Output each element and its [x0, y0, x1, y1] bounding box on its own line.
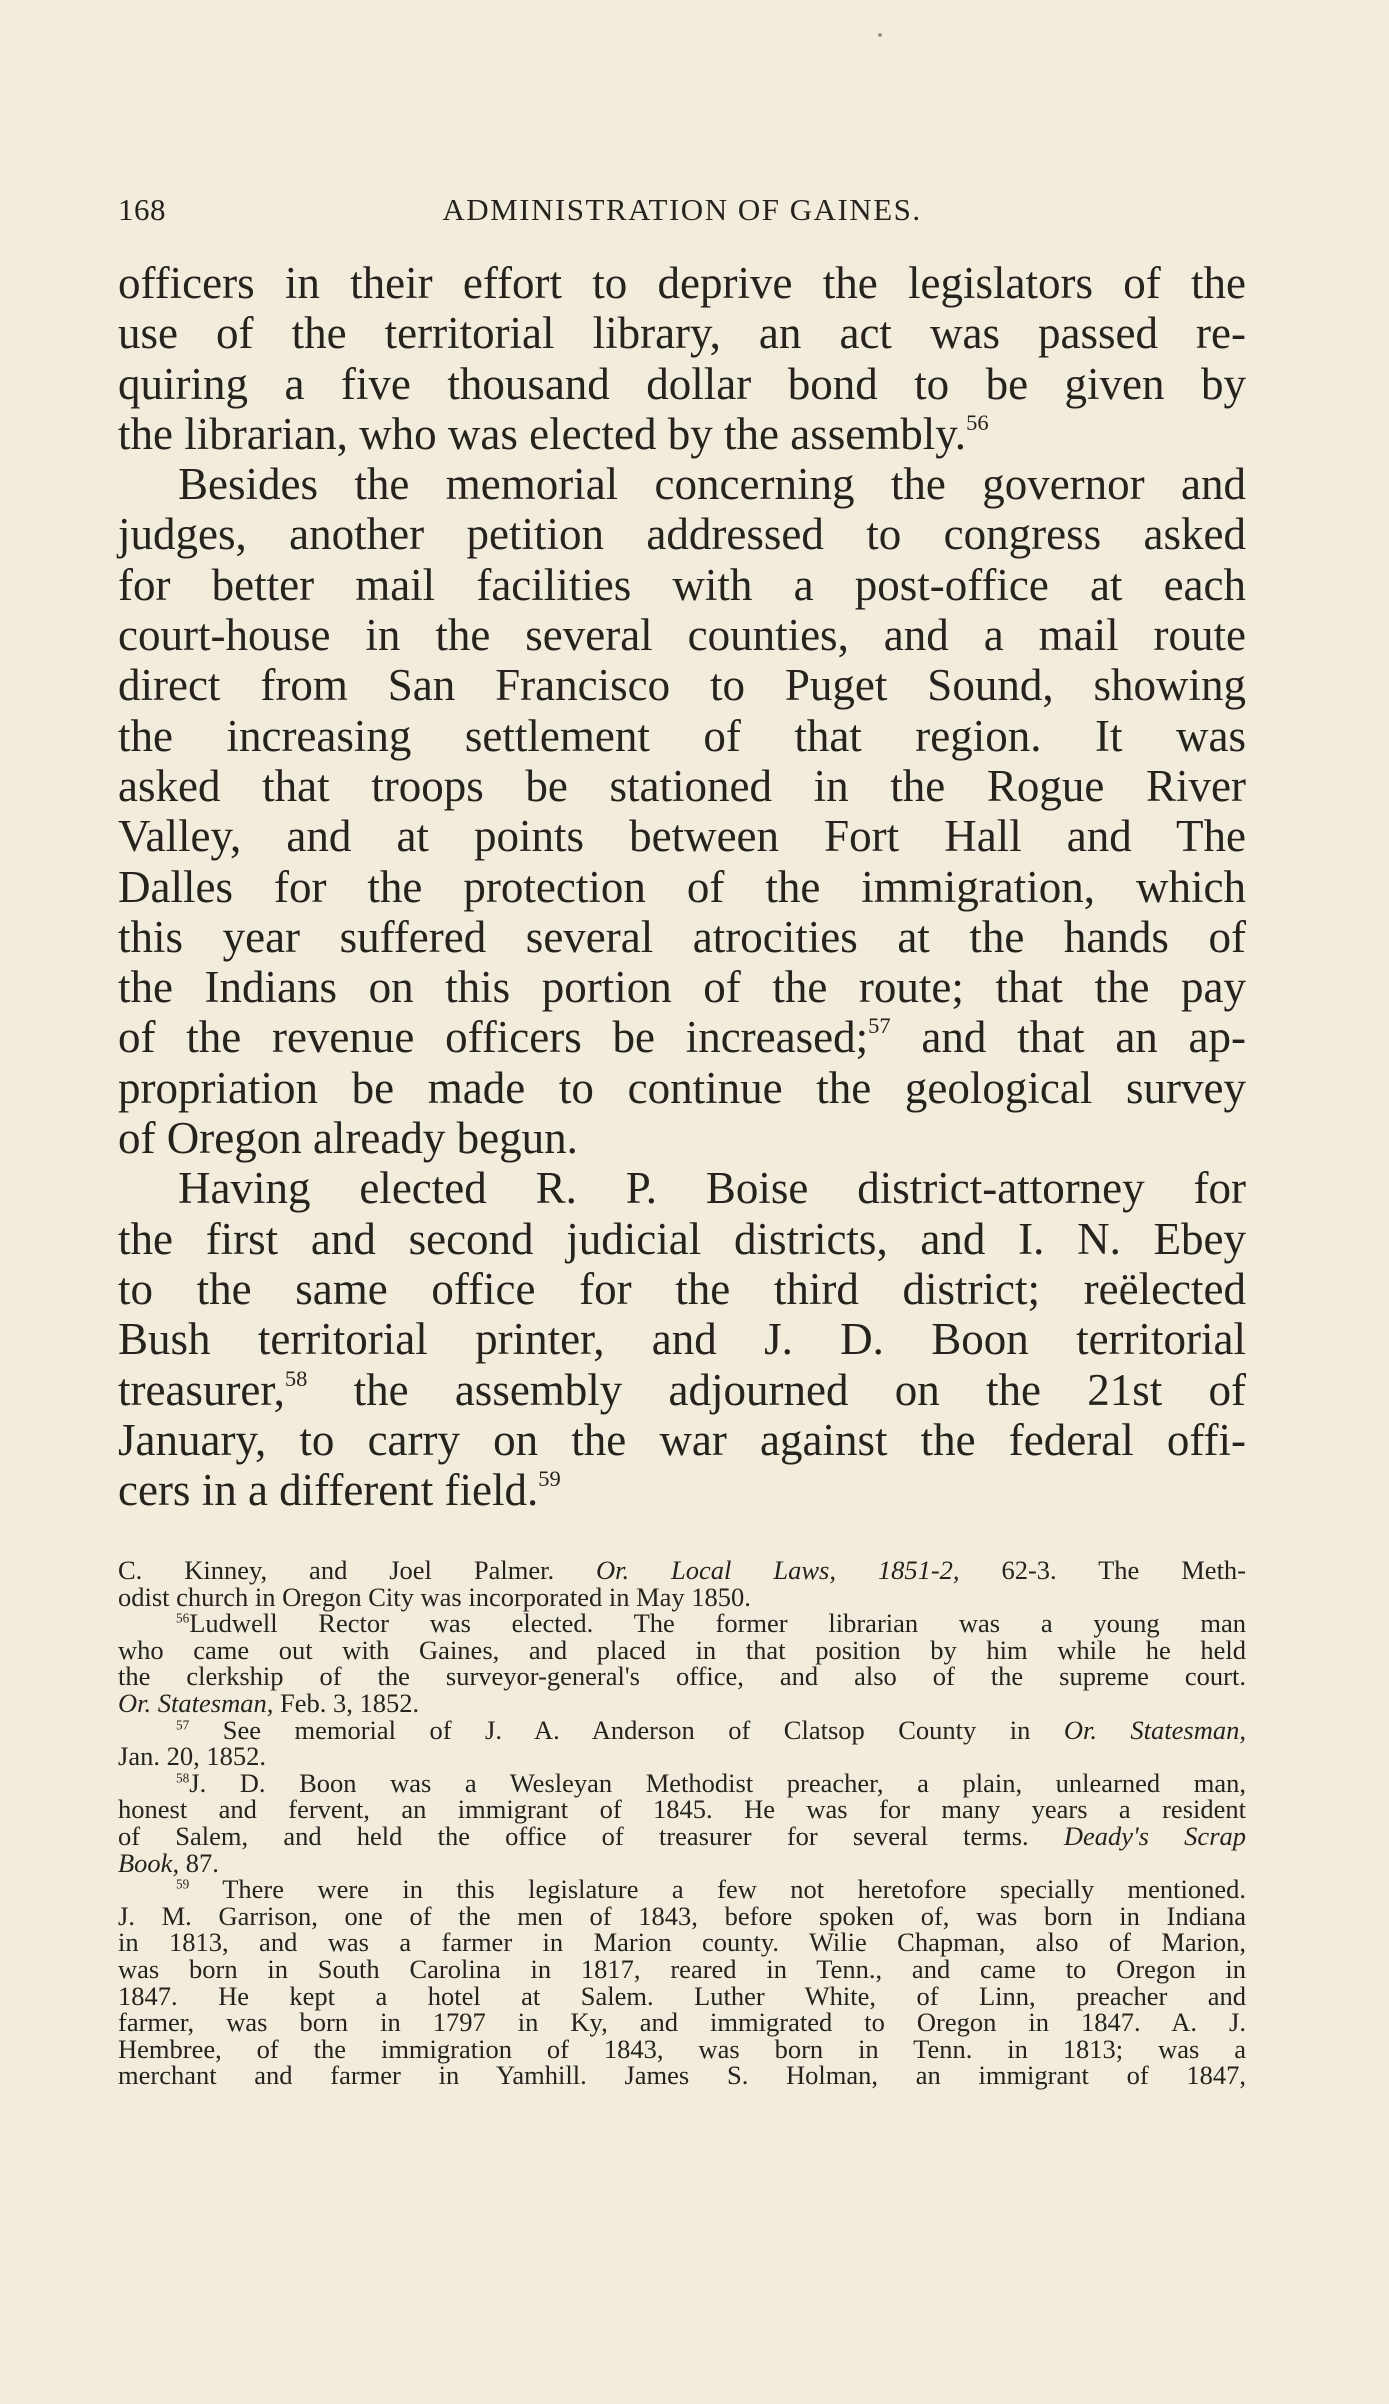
- footnote-57: $^{57}$ See memorial of J. A. Anderson of Clatsop County in Or. Statesman,: [176, 1714, 1246, 1745]
- footnote-line: Hembree, of the immigration of 1843, was born in Tenn. in 1813; was a: [118, 2033, 1246, 2064]
- body-line: the Indians on this portion of the route; that the pay: [118, 962, 1246, 1013]
- body-line: officers in their effort to deprive the legislators of the: [118, 258, 1246, 308]
- body-line: Having elected R. P. Boise district-attorney for: [178, 1163, 1246, 1214]
- body-line: quiring a five thousand dollar bond to be given by: [118, 358, 1246, 409]
- footnote-ref-56: 56: [966, 409, 989, 435]
- body-line: direct from San Francisco to Puget Sound, showing: [118, 660, 1246, 711]
- body-line: treasurer,$^{58}$ the assembly adjourned on the 21st of: [118, 1364, 1246, 1415]
- footnote-ref-57: 57: [868, 1013, 891, 1039]
- footnote-line: honest and fervent, an immigrant of 1845. He was for many years a resident: [118, 1794, 1246, 1825]
- footnote-ref-59: 59: [538, 1466, 561, 1491]
- footnote-line: merchant and farmer in Yamhill. James S. Holman, an immigrant of 1847,: [118, 2060, 1246, 2091]
- body-line: the increasing settlement of that region. It was: [118, 710, 1246, 761]
- body-line: the first and second judicial districts, and I. N. Ebey: [118, 1213, 1246, 1264]
- body-line: judges, another petition addressed to congress asked: [118, 509, 1246, 560]
- body-line: of the revenue officers be increased;$^{57}$ and that an ap-: [118, 1012, 1246, 1063]
- body-line: this year suffered several atrocities at the hands of: [118, 911, 1246, 962]
- body-line: propriation be made to continue the geological survey: [118, 1062, 1246, 1113]
- paper-speck: [878, 33, 882, 37]
- body-line: Valley, and at points between Fort Hall and The: [118, 811, 1246, 862]
- body-line: January, to carry on the war against the federal offi-: [118, 1414, 1246, 1465]
- footnote-56: $^{56}$Ludwell Rector was elected. The former librarian was a young man: [176, 1608, 1246, 1639]
- footnote-ref-58: 58: [284, 1365, 308, 1391]
- running-title: ADMINISTRATION OF GAINES.: [442, 192, 922, 227]
- page-number: 168: [118, 192, 166, 227]
- body-line: of Oregon already begun.: [118, 1113, 578, 1164]
- body-line: the librarian, who was elected by the assembly.$^{56}$: [118, 408, 989, 459]
- footnote-line: who came out with Gaines, and placed in that position by him while he held: [118, 1634, 1246, 1665]
- footnote-59: $^{59}$ There were in this legislature a few not heretofore specially mentioned.: [176, 1874, 1246, 1905]
- running-header: [118, 192, 1246, 236]
- footnote-line: odist church in Oregon City was incorporated in May 1850.: [118, 1581, 751, 1612]
- body-line: court-house in the several counties, and a mail route: [118, 610, 1246, 661]
- footnote-line: farmer, was born in 1797 in Ky, and immigrated to Oregon in 1847. A. J.: [118, 2007, 1246, 2038]
- footnote-line: of Salem, and held the office of treasurer for several terms. Deady's Scrap: [118, 1820, 1247, 1851]
- body-line: to the same office for the third district; reëlected: [118, 1263, 1246, 1314]
- body-line: for better mail facilities with a post-office at each: [118, 559, 1246, 610]
- footnote-line: in 1813, and was a farmer in Marion county. Wilie Chapman, also of Marion,: [118, 1927, 1246, 1958]
- body-line: Besides the memorial concerning the governor and: [178, 459, 1246, 510]
- footnote-line: the clerkship of the surveyor-general's office, and also of the supreme court.: [118, 1661, 1246, 1692]
- footnote-line: Book, 87.: [118, 1847, 219, 1878]
- body-text: [118, 258, 1246, 1515]
- body-line: cers in a different field.$^{59}$: [118, 1465, 561, 1516]
- body-line: Bush territorial printer, and J. D. Boon territorial: [118, 1314, 1246, 1365]
- footnote-line: J. M. Garrison, one of the men of 1843, before spoken of, was born in Indiana: [118, 1900, 1246, 1931]
- footnote-line: C. Kinney, and Joel Palmer. Or. Local Laws, 1851-2, 62-3. The Meth-: [118, 1555, 1247, 1585]
- footnote-line: Or. Statesman, Feb. 3, 1852.: [118, 1687, 420, 1718]
- footnote-line: 1847. He kept a hotel at Salem. Luther White, of Linn, preacher and: [118, 1980, 1246, 2011]
- body-line: asked that troops be stationed in the Rogue River: [118, 760, 1246, 811]
- footnote-line: was born in South Carolina in 1817, reared in Tenn., and came to Oregon in: [118, 1953, 1246, 1984]
- body-line: use of the territorial library, an act was passed re-: [118, 308, 1246, 359]
- body-line: Dalles for the protection of the immigration, which: [118, 861, 1246, 912]
- footnotes: [118, 1557, 1246, 2089]
- footnote-line: Jan. 20, 1852.: [118, 1741, 266, 1772]
- footnote-58: $^{58}$J. D. Boon was a Wesleyan Methodist preacher, a plain, unlearned man,: [176, 1767, 1246, 1798]
